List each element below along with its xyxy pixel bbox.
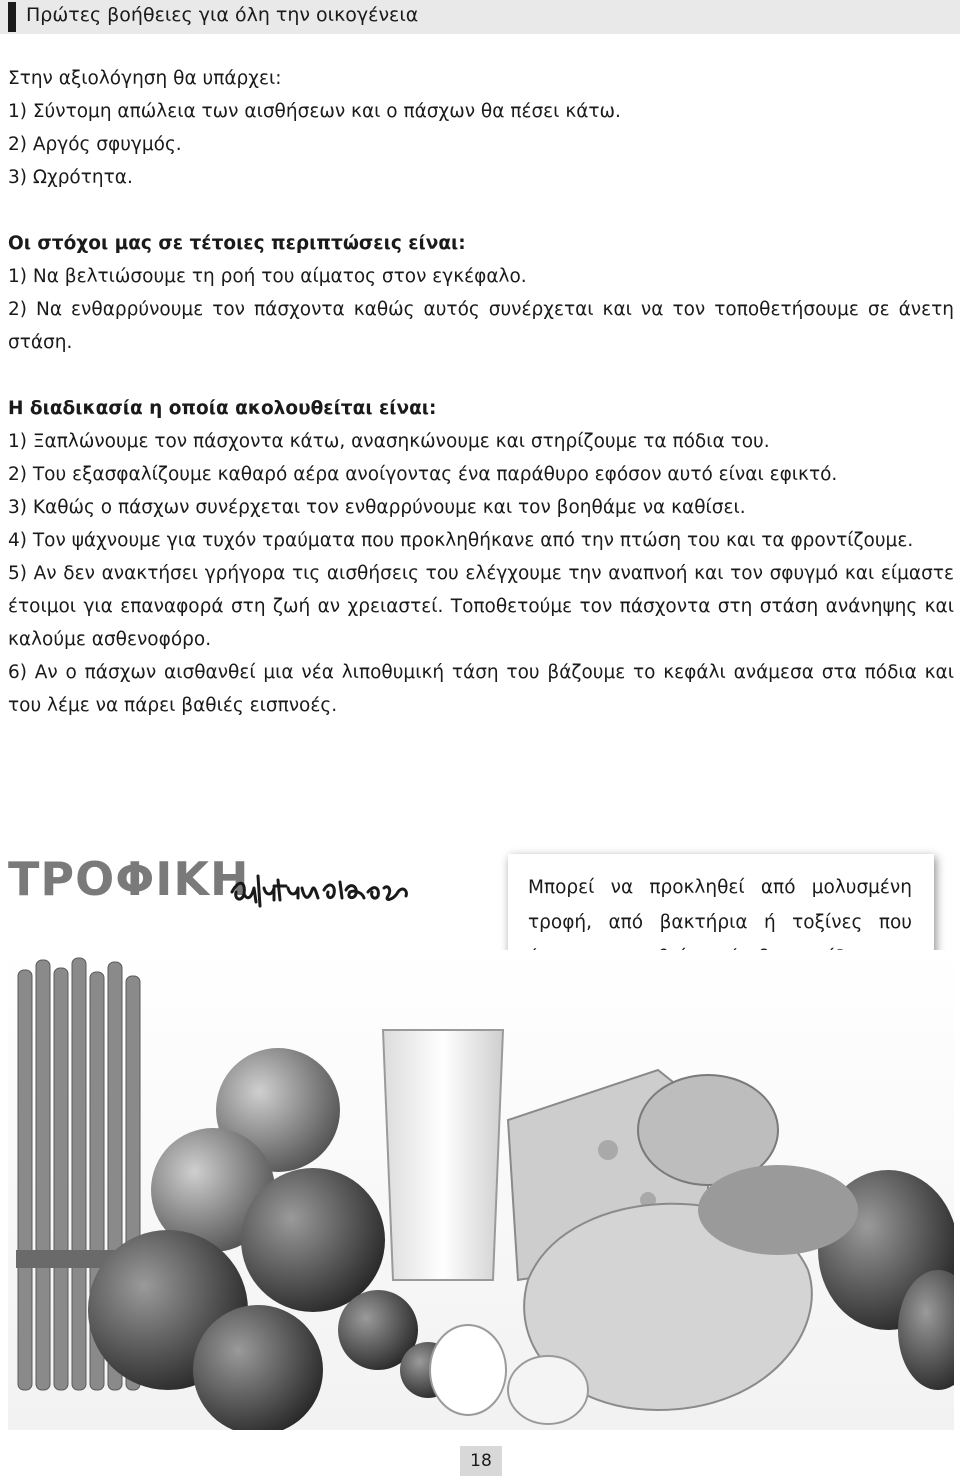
procedure-item: 2) Του εξασφαλίζουμε καθαρό αέρα ανοίγοντας ένα παράθυρο εφόσον αυτό είναι εφικτό.	[8, 464, 838, 485]
page-number: 18	[460, 1446, 502, 1476]
assessment-item: 1) Σύντομη απώλεια των αισθήσεων και ο πάσχων θα πέσει κάτω.	[8, 101, 621, 122]
goals-heading: Οι στόχοι μας σε τέτοιες περιπτώσεις είναι:	[8, 233, 466, 254]
section-title: ΤΡΟΦΙΚΗ	[8, 852, 250, 906]
food-photo	[8, 950, 954, 1430]
handwritten-title	[228, 862, 428, 910]
procedure-item: 6) Αν ο πάσχων αισθανθεί μια νέα λιποθυμική τάση του βάζουμε το κεφάλι ανάμεσα στα πόδια και του λέμε να πάρει βαθιές εισπνοές.	[8, 662, 954, 716]
procedure-item: 3) Καθώς ο πάσχων συνέρχεται τον ενθαρρύνουμε και τον βοηθάμε να καθίσει.	[8, 497, 746, 518]
goals-item: 1) Να βελτιώσουμε τη ροή του αίματος στον εγκέφαλο.	[8, 266, 527, 287]
procedure-heading: Η διαδικασία η οποία ακολουθείται είναι:	[8, 398, 437, 419]
assessment-intro: Στην αξιολόγηση θα υπάρχει:	[8, 68, 282, 89]
main-content	[8, 62, 954, 722]
header-title: Πρώτες βοήθειες για όλη την οικογένεια	[26, 4, 419, 26]
header-bar	[0, 0, 960, 34]
assessment-item: 2) Αργός σφυγμός.	[8, 134, 182, 155]
assessment-item: 3) Ωχρότητα.	[8, 167, 133, 188]
procedure-item: 1) Ξαπλώνουμε τον πάσχοντα κάτω, ανασηκώνουμε και στηρίζουμε τα πόδια του.	[8, 431, 770, 452]
header-accent-bar	[8, 2, 16, 32]
procedure-item: 4) Τον ψάχνουμε για τυχόν τραύματα που προκληθήκανε από την πτώση του και τα φροντίζουμε.	[8, 530, 914, 551]
callout-text: Μπορεί να προκληθεί από μολυσμένη τροφή, από βακτήρια ή τοξίνες που	[528, 877, 912, 933]
goals-item: 2) Να ενθαρρύνουμε τον πάσχοντα καθώς αυτός συνέρχεται και να τον τοποθετήσουμε σε άνετη στάση.	[8, 299, 954, 353]
procedure-item: 5) Αν δεν ανακτήσει γρήγορα τις αισθήσεις του ελέγχουμε την αναπνοή και τον σφυγμό και είμαστε έτοιμοι για επαναφορά στη ζωή αν χρειαστεί. Τοποθετούμε τον πάσχοντα στη στάση ανάνηψης και καλούμε ασθενοφόρο.	[8, 563, 954, 650]
